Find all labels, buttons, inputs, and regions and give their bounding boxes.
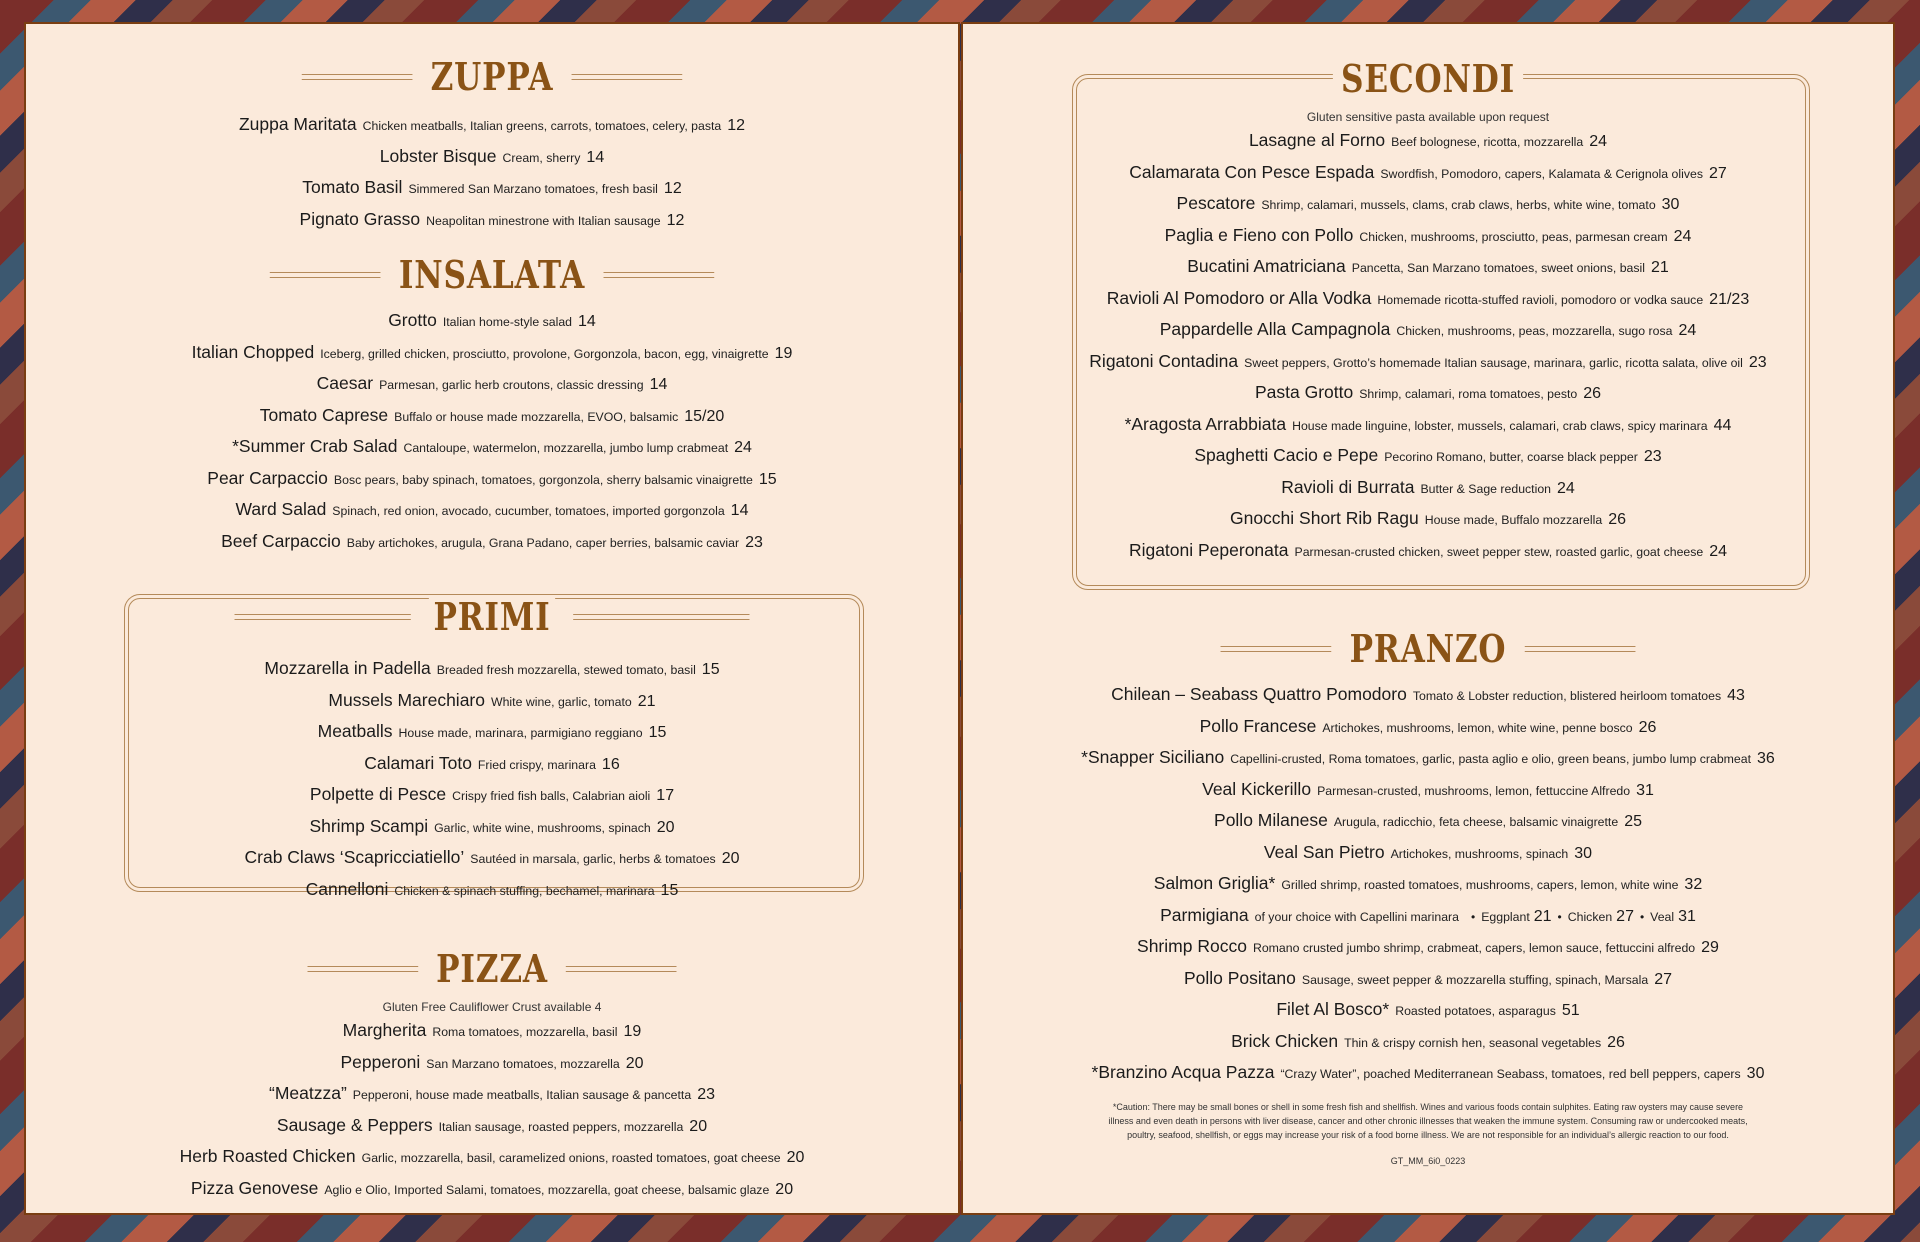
item-price: 21/23 bbox=[1709, 290, 1750, 308]
item-price: 27 bbox=[1654, 970, 1672, 988]
item-desc: Spinach, red onion, avocado, cucumber, tomatoes, imported gorgonzola bbox=[332, 504, 725, 518]
footer bbox=[963, 1100, 1893, 1166]
menu-item bbox=[26, 1111, 958, 1143]
item-desc: Breaded fresh mozzarella, stewed tomato, basil bbox=[436, 663, 696, 677]
heading-rule bbox=[574, 614, 750, 620]
pizza-section bbox=[26, 942, 958, 1205]
heading-rule bbox=[566, 966, 677, 972]
item-name: Filet Al Bosco* bbox=[1276, 999, 1390, 1019]
option-name: Veal bbox=[1650, 909, 1675, 924]
heading-rule bbox=[603, 272, 714, 278]
item-desc: Garlic, mozzarella, basil, caramelized onions, roasted tomatoes, goat cheese bbox=[361, 1151, 781, 1165]
zuppa-heading bbox=[110, 50, 874, 104]
menu-item bbox=[26, 749, 958, 781]
item-price: 24 bbox=[1557, 479, 1575, 497]
left-menu-page bbox=[24, 22, 960, 1215]
menu-item bbox=[26, 369, 958, 401]
item-desc: Romano crusted jumbo shrimp, crabmeat, capers, lemon sauce, fettuccini alfredo bbox=[1252, 941, 1696, 955]
heading-rule bbox=[270, 272, 381, 278]
item-name: Bucatini Amatriciana bbox=[1187, 256, 1346, 276]
item-desc: Parmesan-crusted chicken, sweet pepper stew, roasted garlic, goat cheese bbox=[1294, 544, 1704, 559]
secondi-section bbox=[963, 52, 1893, 567]
item-price: 16 bbox=[601, 755, 620, 773]
item-desc: San Marzano tomatoes, mozzarella bbox=[426, 1056, 620, 1071]
menu-item bbox=[963, 838, 1893, 870]
item-name: Margherita bbox=[342, 1020, 427, 1040]
item-name: Pignato Grasso bbox=[299, 208, 421, 229]
item-price: 43 bbox=[1727, 687, 1745, 704]
primi-section bbox=[26, 590, 958, 906]
zuppa-section bbox=[26, 50, 958, 236]
option-name: Eggplant bbox=[1481, 909, 1530, 924]
item-name: Pappardelle Alla Campagnola bbox=[1159, 319, 1391, 339]
item-name: Spaghetti Cacio e Pepe bbox=[1194, 445, 1379, 465]
item-name: Cannelloni bbox=[305, 878, 389, 899]
item-price: 15 bbox=[648, 724, 667, 741]
item-desc: Cantaloupe, watermelon, mozzarella, jumbo lump crabmeat bbox=[403, 441, 729, 455]
pranzo-section bbox=[963, 622, 1893, 1090]
item-price: 24 bbox=[1678, 322, 1697, 339]
item-desc: Roasted potatoes, asparagus bbox=[1395, 1004, 1556, 1018]
item-price: 30 bbox=[1746, 1065, 1765, 1082]
item-name: Crab Claws ‘Scapricciatiello’ bbox=[244, 847, 465, 867]
item-price: 23 bbox=[1643, 448, 1662, 465]
menu-item bbox=[26, 843, 958, 875]
section-title: PRIMI bbox=[429, 598, 556, 636]
menu-item bbox=[26, 495, 958, 527]
heading-rule bbox=[234, 614, 410, 620]
item-desc: Shrimp, calamari, mussels, clams, crab claws, herbs, white wine, tomato bbox=[1261, 198, 1656, 212]
item-price: 26 bbox=[1638, 718, 1657, 736]
heading-rule bbox=[571, 74, 682, 80]
option-name: Chicken bbox=[1567, 909, 1613, 924]
pizza-heading bbox=[110, 942, 874, 996]
menu-item bbox=[963, 869, 1893, 901]
item-desc: Simmered San Marzano tomatoes, fresh basil bbox=[408, 182, 658, 196]
menu-item bbox=[963, 378, 1893, 410]
item-name: *Aragosta Arrabbiata bbox=[1124, 413, 1287, 434]
item-price: 26 bbox=[1608, 511, 1626, 528]
menu-item bbox=[963, 1027, 1893, 1059]
menu-item bbox=[26, 205, 958, 237]
secondi-list bbox=[963, 126, 1893, 567]
item-name: Pepperoni bbox=[340, 1051, 421, 1072]
menu-item bbox=[963, 536, 1893, 568]
bullet-separator: • bbox=[1470, 909, 1476, 924]
menu-item bbox=[26, 812, 958, 844]
item-name: Polpette di Pesce bbox=[309, 784, 447, 804]
item-name: *Snapper Siciliano bbox=[1081, 747, 1225, 767]
item-desc: Buffalo or house made mozzarella, EVOO, balsamic bbox=[394, 409, 679, 424]
item-price: 17 bbox=[656, 787, 675, 804]
item-desc: Crispy fried fish balls, Calabrian aioli bbox=[452, 789, 651, 803]
item-desc: Chicken, mushrooms, peas, mozzarella, sugo rosa bbox=[1396, 324, 1673, 338]
item-name: Ravioli di Burrata bbox=[1281, 476, 1415, 497]
item-desc: Capellini-crusted, Roma tomatoes, garlic, pasta aglio e olio, green beans, jumbo lump crabmeat bbox=[1230, 752, 1752, 766]
item-price: 44 bbox=[1713, 416, 1732, 434]
menu-code: GT_MM_6i0_0223 bbox=[1390, 1156, 1466, 1166]
item-desc: Parmesan, garlic herb croutons, classic dressing bbox=[379, 378, 644, 392]
item-name: Pizza Genovese bbox=[190, 1177, 319, 1198]
item-name: Beef Carpaccio bbox=[221, 530, 341, 551]
item-name: Meatballs bbox=[317, 721, 393, 741]
item-name: Mozzarella in Padella bbox=[264, 658, 431, 678]
item-name: Ward Salad bbox=[235, 499, 327, 519]
item-price: 19 bbox=[774, 344, 793, 362]
item-price: 14 bbox=[730, 502, 749, 519]
item-price: 24 bbox=[1589, 133, 1608, 150]
item-desc: Fried crispy, marinara bbox=[477, 757, 596, 772]
item-desc: Sausage, sweet pepper & mozzarella stuffing, spinach, Marsala bbox=[1301, 972, 1649, 987]
item-price: 20 bbox=[656, 818, 675, 836]
item-name: Mussels Marechiaro bbox=[328, 689, 485, 710]
right-menu-page bbox=[961, 22, 1895, 1215]
section-title: ZUPPA bbox=[430, 54, 554, 99]
secondi-note: Gluten sensitive pasta available upon request bbox=[1306, 110, 1550, 124]
item-desc: Chicken meatballs, Italian greens, carrots, tomatoes, celery, pasta bbox=[362, 119, 722, 133]
item-price: 30 bbox=[1574, 844, 1593, 862]
menu-item bbox=[963, 126, 1893, 158]
item-name: Tomato Basil bbox=[302, 177, 403, 197]
item-desc: Swordfish, Pomodoro, capers, Kalamata & Cerignola olives bbox=[1380, 166, 1703, 181]
item-desc: Shrimp, calamari, roma tomatoes, pesto bbox=[1359, 387, 1578, 401]
menu-item bbox=[26, 1142, 958, 1174]
section-title: PRANZO bbox=[1349, 626, 1507, 671]
menu-item bbox=[963, 189, 1893, 221]
menu-item bbox=[26, 142, 958, 174]
item-price: 20 bbox=[689, 1117, 708, 1135]
item-name: Grotto bbox=[388, 310, 437, 330]
item-price: 26 bbox=[1607, 1033, 1625, 1051]
item-name: Calamari Toto bbox=[364, 752, 472, 773]
item-name: Veal San Pietro bbox=[1263, 841, 1385, 862]
item-name: Veal Kickerillo bbox=[1202, 778, 1312, 799]
item-name: Chilean – Seabass Quattro Pomodoro bbox=[1111, 684, 1407, 704]
menu-item bbox=[963, 1058, 1893, 1090]
caution-notice: *Caution: There may be small bones or shell in some fresh fish and shellfish. Wines and various foods contain sulphites. Eating raw oysters may cause severe illness and even death in persons with liver disease, cancer and other chronic illnesses that weaken the immune system. Consuming raw or undercooked meats, poultry, seafood, shellfish, or eggs may increase your risk of a food borne illness. We are not responsible for an individual’s allergic reaction to our food. bbox=[1108, 1102, 1748, 1140]
item-price: 24 bbox=[1673, 227, 1692, 245]
item-desc: Sautéed in marsala, garlic, herbs & tomatoes bbox=[470, 852, 716, 866]
item-name: Gnocchi Short Rib Ragu bbox=[1229, 508, 1419, 528]
item-name: Ravioli Al Pomodoro or Alla Vodka bbox=[1106, 287, 1372, 308]
menu-item bbox=[963, 221, 1893, 253]
heading-rule bbox=[302, 74, 413, 80]
menu-item bbox=[26, 717, 958, 749]
item-name: Shrimp Rocco bbox=[1137, 936, 1247, 956]
item-desc: Beef bolognese, ricotta, mozzarella bbox=[1391, 135, 1584, 149]
pizza-list bbox=[26, 1016, 958, 1205]
insalata-list bbox=[26, 306, 958, 558]
item-desc: House made linguine, lobster, mussels, calamari, crab claws, spicy marinara bbox=[1292, 418, 1708, 433]
item-desc: Pecorino Romano, butter, coarse black pepper bbox=[1384, 450, 1638, 464]
item-name: Italian Chopped bbox=[191, 341, 315, 362]
insalata-section bbox=[26, 248, 958, 558]
item-desc: Pepperoni, house made meatballs, Italian sausage & pancetta bbox=[352, 1088, 692, 1102]
menu-item bbox=[26, 1174, 958, 1206]
primi-heading bbox=[110, 590, 874, 644]
menu-item bbox=[963, 504, 1893, 536]
menu-item bbox=[26, 780, 958, 812]
insalata-heading bbox=[110, 248, 874, 302]
item-desc: Roma tomatoes, mozzarella, basil bbox=[432, 1025, 618, 1039]
item-price: 20 bbox=[721, 850, 740, 867]
item-price: 21 bbox=[1651, 259, 1669, 276]
menu-item bbox=[963, 964, 1893, 996]
menu-item bbox=[963, 252, 1893, 284]
heading-rule bbox=[1221, 646, 1332, 652]
item-desc: Italian home-style salad bbox=[442, 315, 573, 329]
menu-item bbox=[26, 338, 958, 370]
menu-item bbox=[26, 1016, 958, 1048]
pranzo-list-a bbox=[963, 680, 1893, 901]
item-price: 51 bbox=[1561, 1002, 1580, 1019]
item-name: Pescatore bbox=[1176, 193, 1256, 213]
item-price: 24 bbox=[734, 439, 752, 456]
item-desc: Cream, sherry bbox=[502, 150, 581, 165]
primi-list bbox=[26, 654, 958, 906]
item-desc: Homemade ricotta-stuffed ravioli, pomodoro or vodka sauce bbox=[1377, 292, 1704, 307]
item-name: Tomato Caprese bbox=[259, 404, 389, 425]
item-price: 26 bbox=[1583, 385, 1602, 402]
menu-item bbox=[26, 306, 958, 338]
item-name: Pollo Milanese bbox=[1214, 810, 1328, 830]
item-price: 30 bbox=[1661, 196, 1680, 213]
menu-item bbox=[963, 680, 1893, 712]
item-name: Pasta Grotto bbox=[1254, 382, 1354, 402]
menu-item bbox=[26, 527, 958, 559]
item-price: 25 bbox=[1624, 813, 1642, 830]
item-price: 19 bbox=[623, 1023, 642, 1040]
item-price: 14 bbox=[649, 376, 668, 393]
menu-item bbox=[963, 473, 1893, 505]
pizza-note: Gluten Free Cauliflower Crust available 4 bbox=[382, 1000, 602, 1014]
menu-item bbox=[963, 284, 1893, 316]
item-price: 12 bbox=[666, 211, 685, 229]
item-price: 14 bbox=[578, 313, 596, 330]
item-price: 15/20 bbox=[684, 407, 725, 425]
bullet-separator: • bbox=[1639, 909, 1645, 924]
item-desc: Italian sausage, roasted peppers, mozzarella bbox=[438, 1119, 684, 1134]
menu-item bbox=[26, 464, 958, 496]
item-desc: “Crazy Water”, poached Mediterranean Seabass, tomatoes, red bell peppers, capers bbox=[1280, 1067, 1741, 1081]
item-name: Pear Carpaccio bbox=[207, 467, 328, 488]
parmigiana-item bbox=[963, 901, 1893, 933]
item-desc: Chicken & spinach stuffing, bechamel, marinara bbox=[394, 883, 655, 898]
item-desc: Pancetta, San Marzano tomatoes, sweet onions, basil bbox=[1351, 261, 1645, 275]
item-desc: Tomato & Lobster reduction, blistered heirloom tomatoes bbox=[1412, 689, 1722, 703]
item-desc: Neapolitan minestrone with Italian sausage bbox=[426, 213, 661, 228]
item-price: 12 bbox=[663, 180, 682, 197]
menu-item bbox=[963, 806, 1893, 838]
menu-item bbox=[963, 712, 1893, 744]
menu-item bbox=[963, 932, 1893, 964]
item-price: 23 bbox=[697, 1086, 715, 1103]
item-desc: Garlic, white wine, mushrooms, spinach bbox=[434, 820, 651, 835]
item-desc: Butter & Sage reduction bbox=[1420, 481, 1552, 496]
heading-rule bbox=[1524, 646, 1635, 652]
item-desc: Iceberg, grilled chicken, prosciutto, provolone, Gorgonzola, bacon, egg, vinaigrette bbox=[320, 346, 769, 361]
section-title: SECONDI bbox=[1333, 60, 1523, 98]
item-desc: Bosc pears, baby spinach, tomatoes, gorgonzola, sherry balsamic vinaigrette bbox=[333, 472, 753, 487]
item-price: 20 bbox=[775, 1180, 794, 1198]
menu-item bbox=[26, 432, 958, 464]
item-price: 23 bbox=[1748, 353, 1767, 371]
item-name: Salmon Griglia* bbox=[1153, 873, 1276, 893]
item-desc: of your choice with Capellini marinara bbox=[1254, 909, 1459, 924]
item-name: Shrimp Scampi bbox=[309, 815, 429, 836]
menu-item bbox=[26, 1079, 958, 1111]
item-name: Pollo Positano bbox=[1183, 967, 1296, 988]
item-name: Zuppa Maritata bbox=[238, 114, 357, 134]
item-name: Lasagne al Forno bbox=[1248, 130, 1386, 150]
item-price: 23 bbox=[745, 533, 763, 551]
item-desc: Artichokes, mushrooms, lemon, white wine, penne bosco bbox=[1322, 720, 1633, 735]
menu-item bbox=[26, 875, 958, 907]
menu-item bbox=[26, 173, 958, 205]
option-price: 27 bbox=[1616, 907, 1634, 925]
item-desc: House made, Buffalo mozzarella bbox=[1424, 513, 1603, 527]
item-price: 20 bbox=[786, 1149, 805, 1166]
secondi-heading bbox=[1047, 52, 1810, 106]
bullet-separator: • bbox=[1557, 909, 1562, 924]
item-name: Parmigiana bbox=[1160, 904, 1249, 925]
item-name: Pollo Francese bbox=[1199, 715, 1317, 736]
menu-item bbox=[963, 441, 1893, 473]
item-price: 32 bbox=[1684, 876, 1703, 893]
item-price: 24 bbox=[1709, 542, 1728, 560]
pranzo-list-b bbox=[963, 932, 1893, 1090]
item-price: 29 bbox=[1701, 939, 1719, 956]
item-desc: Baby artichokes, arugula, Grana Padano, caper berries, balsamic caviar bbox=[346, 535, 740, 550]
item-name: Caesar bbox=[316, 373, 374, 393]
menu-item bbox=[26, 1048, 958, 1080]
item-price: 27 bbox=[1708, 164, 1727, 182]
item-name: Herb Roasted Chicken bbox=[179, 1146, 356, 1166]
item-name: Sausage & Peppers bbox=[276, 1114, 433, 1135]
menu-item bbox=[26, 686, 958, 718]
item-name: Rigatoni Peperonata bbox=[1128, 539, 1289, 560]
menu-item bbox=[963, 995, 1893, 1027]
menu-item bbox=[963, 410, 1893, 442]
item-name: Brick Chicken bbox=[1231, 1030, 1339, 1051]
item-desc: Grilled shrimp, roasted tomatoes, mushrooms, capers, lemon, white wine bbox=[1281, 878, 1679, 892]
menu-item bbox=[26, 110, 958, 142]
item-desc: Artichokes, mushrooms, spinach bbox=[1390, 846, 1569, 861]
option-price: 31 bbox=[1678, 907, 1696, 925]
item-desc: Parmesan-crusted, mushrooms, lemon, fettuccine Alfredo bbox=[1317, 783, 1631, 798]
menu-item bbox=[963, 775, 1893, 807]
item-name: “Meatzza” bbox=[269, 1083, 347, 1103]
section-title: INSALATA bbox=[398, 252, 586, 297]
item-desc: Arugula, radicchio, feta cheese, balsamic vinaigrette bbox=[1333, 815, 1619, 829]
item-name: *Branzino Acqua Pazza bbox=[1091, 1062, 1275, 1082]
item-name: Rigatoni Contadina bbox=[1089, 350, 1239, 371]
item-desc: House made, marinara, parmigiano reggiano bbox=[398, 726, 643, 740]
item-desc: Sweet peppers, Grotto’s homemade Italian sausage, marinara, garlic, ricotta salata, olive oil bbox=[1244, 355, 1743, 370]
item-name: *Summer Crab Salad bbox=[232, 436, 398, 456]
item-name: Calamarata Con Pesce Espada bbox=[1129, 161, 1375, 182]
item-price: 21 bbox=[637, 692, 656, 710]
item-price: 14 bbox=[586, 148, 605, 166]
menu-item bbox=[963, 347, 1893, 379]
heading-rule bbox=[307, 966, 418, 972]
item-price: 36 bbox=[1757, 750, 1775, 767]
menu-item bbox=[963, 158, 1893, 190]
menu-item bbox=[26, 401, 958, 433]
menu-item bbox=[963, 743, 1893, 775]
item-desc: Chicken, mushrooms, prosciutto, peas, parmesan cream bbox=[1359, 229, 1668, 244]
item-price: 15 bbox=[758, 470, 777, 488]
item-desc: Thin & crispy cornish hen, seasonal vegetables bbox=[1344, 1035, 1602, 1050]
item-desc: Aglio e Olio, Imported Salami, tomatoes, mozzarella, goat cheese, balsamic glaze bbox=[324, 1182, 770, 1197]
section-title: PIZZA bbox=[436, 946, 548, 991]
item-name: Paglia e Fieno con Pollo bbox=[1164, 224, 1354, 245]
item-desc: White wine, garlic, tomato bbox=[490, 694, 632, 709]
pranzo-heading bbox=[1047, 622, 1810, 676]
item-price: 12 bbox=[727, 117, 746, 134]
item-name: Lobster Bisque bbox=[379, 145, 497, 166]
menu-item bbox=[963, 315, 1893, 347]
item-price: 15 bbox=[701, 661, 720, 678]
item-price: 15 bbox=[660, 881, 679, 899]
zuppa-list bbox=[26, 110, 958, 236]
menu-item bbox=[26, 654, 958, 686]
item-price: 20 bbox=[625, 1054, 644, 1072]
item-price: 31 bbox=[1636, 781, 1654, 799]
option-price: 21 bbox=[1533, 907, 1552, 925]
